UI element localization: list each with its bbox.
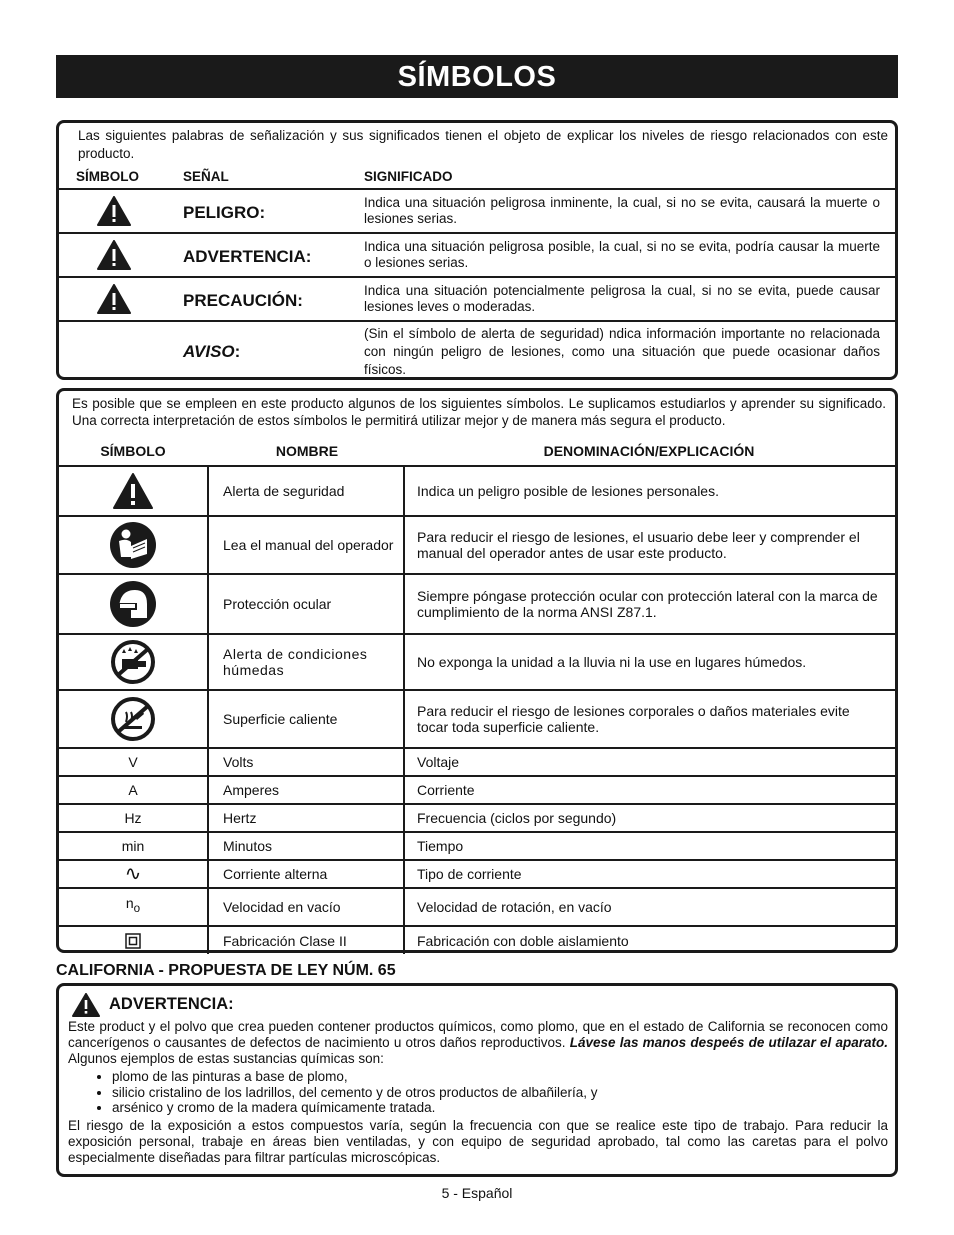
symbol-cell xyxy=(59,634,208,690)
alternating-current-symbol: ∿ xyxy=(59,860,208,888)
symbol-cell xyxy=(59,690,208,748)
symbol-cell: V xyxy=(59,748,208,776)
table-row xyxy=(59,748,895,776)
expl-cell: Tipo de corriente xyxy=(404,860,895,888)
table-row xyxy=(59,634,895,690)
expl-cell: No exponga la unidad a la lluvia ni la use en lugares húmedos. xyxy=(404,634,895,690)
symbol-cell: Hz xyxy=(59,804,208,832)
signal-col-signal: SEÑAL xyxy=(183,169,229,184)
symbols-table xyxy=(59,465,895,954)
name-cell: Superficie caliente xyxy=(208,690,404,748)
expl-cell: Corriente xyxy=(404,776,895,804)
table-row xyxy=(59,516,895,574)
table-row xyxy=(59,690,895,748)
symbols-intro: Es posible que se empleen en este producto algunos de los siguientes símbolos. Le suplicamos estudiarlos y aprender su significado. Una correcta interpretación de estos símbolos le permitirá utilizar mejor y de manera más segura el producto. xyxy=(72,396,886,428)
california-body xyxy=(68,1019,888,1166)
expl-cell: Tiempo xyxy=(404,832,895,860)
symbols-col-name: NOMBRE xyxy=(275,443,339,459)
expl-cell: Siempre póngase protección ocular con protección lateral con la marca de cumplimiento de la norma ANSI Z87.1. xyxy=(404,574,895,634)
eye-protection-icon xyxy=(109,580,157,628)
table-row xyxy=(59,888,895,926)
expl-cell: Velocidad de rotación, en vacío xyxy=(404,888,895,926)
name-cell: Hertz xyxy=(208,804,404,832)
symbol-cell xyxy=(59,516,208,574)
california-paragraph-1: Este product y el polvo que crea pueden contener productos químicos, como plomo, que en el estado de California se reconocen como cancerígenos o causantes de defectos de nacimiento u otros daños reproductivos. Lávese las manos despeés de utilazar el aparato. Algunos ejemplos de estas sustancias químicas son: xyxy=(68,1019,888,1066)
table-row xyxy=(59,832,895,860)
expl-cell: Voltaje xyxy=(404,748,895,776)
table-row xyxy=(59,466,895,516)
symbols-col-symbol: SÍMBOLO xyxy=(100,443,166,459)
name-cell: Lea el manual del operador xyxy=(208,516,404,574)
table-row xyxy=(59,860,895,888)
table-row xyxy=(59,574,895,634)
chemical-list xyxy=(98,1069,888,1116)
california-warning-box xyxy=(56,983,898,1177)
page-footer: 5 - Español xyxy=(441,1185,513,1201)
name-cell: Fabricación Clase II xyxy=(208,926,404,954)
safety-alert-icon xyxy=(112,472,154,510)
expl-cell: Fabricación con doble aislamiento xyxy=(404,926,895,954)
signal-row-notice xyxy=(59,320,895,377)
signal-intro: Las siguientes palabras de señalización y sus significados tienen el objeto de explicar los niveles de riesgo relacionados con este producto. xyxy=(78,128,888,161)
name-cell: Protección ocular xyxy=(208,574,404,634)
warning-triangle-icon xyxy=(97,196,131,226)
name-cell: Velocidad en vacío xyxy=(208,888,404,926)
symbols-box xyxy=(56,388,898,953)
signal-row-warning xyxy=(59,232,895,276)
name-cell: Alerta de seguridad xyxy=(208,466,404,516)
signal-desc: Indica una situación peligrosa inminente, la cual, si no se evita, causará la muerte o lesiones serias. xyxy=(364,195,880,226)
symbol-cell: min xyxy=(59,832,208,860)
signal-desc: (Sin el símbolo de alerta de seguridad) ndica información importante no relacionada con ningún peligro de lesiones, como una situación que puede ocasionar daños físicos. xyxy=(364,326,880,377)
california-heading: CALIFORNIA - PROPUESTA DE LEY NÚM. 65 xyxy=(56,962,396,979)
warning-triangle-icon xyxy=(97,240,131,270)
signal-word: ADVERTENCIA: xyxy=(183,247,312,266)
symbols-col-expl: DENOMINACIÓN/EXPLICACIÓN xyxy=(543,443,755,459)
name-cell: Volts xyxy=(208,748,404,776)
symbol-cell xyxy=(59,926,208,954)
signal-word: PELIGRO: xyxy=(183,203,266,222)
list-item: • arsénico y cromo de la madera químicamente tratada. xyxy=(112,1100,888,1116)
class-ii-icon xyxy=(125,933,141,949)
name-cell: Minutos xyxy=(208,832,404,860)
signal-col-symbol: SÍMBOLO xyxy=(76,169,139,184)
page-title: SÍMBOLOS xyxy=(56,55,898,98)
signal-word: PRECAUCIÓN: xyxy=(183,291,303,310)
expl-cell: Para reducir el riesgo de lesiones corporales o daños materiales evite tocar toda superficie caliente. xyxy=(404,690,895,748)
expl-cell: Indica un peligro posible de lesiones personales. xyxy=(404,466,895,516)
signal-col-meaning: SIGNIFICADO xyxy=(364,169,453,184)
table-row xyxy=(59,926,895,954)
symbol-cell: $n_o$ xyxy=(59,888,208,926)
table-row xyxy=(59,804,895,832)
signal-row-danger xyxy=(59,188,895,232)
expl-cell: Para reducir el riesgo de lesiones, el usuario debe leer y comprender el manual del operador antes de usar este producto. xyxy=(404,516,895,574)
name-cell: Alerta de condiciones húmedas xyxy=(208,634,404,690)
signal-word: AVISO: xyxy=(183,342,241,361)
symbol-cell xyxy=(59,466,208,516)
symbol-cell xyxy=(59,574,208,634)
warning-triangle-icon xyxy=(97,284,131,314)
signal-desc: Indica una situación peligrosa posible, la cual, si no se evita, podría causar la muerte o lesiones serias. xyxy=(364,239,880,270)
name-cell: Corriente alterna xyxy=(208,860,404,888)
signal-row-caution xyxy=(59,276,895,320)
warning-triangle-icon xyxy=(72,993,100,1017)
signal-words-box xyxy=(56,120,898,380)
name-cell: Amperes xyxy=(208,776,404,804)
hot-surface-icon xyxy=(110,696,156,742)
read-manual-icon xyxy=(109,521,157,569)
list-item: • plomo de las pinturas a base de plomo, xyxy=(112,1069,888,1085)
signal-desc: Indica una situación potencialmente peligrosa la cual, si no se evita, puede causar lesiones leves o moderadas. xyxy=(364,283,880,314)
california-paragraph-2: El riesgo de la exposición a estos compuestos varía, según la frecuencia con que se realice este tipo de trabajo. Para reducir la exposición personal, trabaje en áreas bien ventiladas, y con equipo de seguridad aprobado, tal como las caretas para el polvo especialmente diseñadas para filtrar partículas microscópicas. xyxy=(68,1117,888,1165)
table-row xyxy=(59,776,895,804)
expl-cell: Frecuencia (ciclos por segundo) xyxy=(404,804,895,832)
wet-conditions-icon xyxy=(110,639,156,685)
symbol-cell: A xyxy=(59,776,208,804)
list-item: • silicio cristalino de los ladrillos, del cemento y de otros productos de albañilería, y xyxy=(112,1085,888,1101)
warning-word: ADVERTENCIA: xyxy=(109,995,234,1013)
